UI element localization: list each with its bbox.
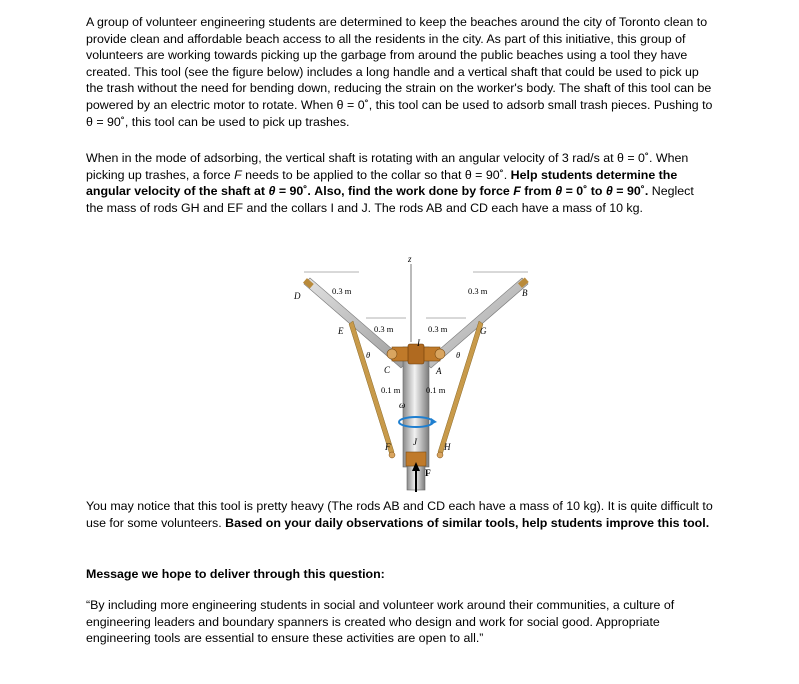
z-label: z bbox=[408, 254, 412, 264]
dim-outer-left: 0.3 m bbox=[332, 286, 352, 296]
label-a: A bbox=[436, 366, 442, 376]
problem-paragraph bbox=[86, 150, 714, 216]
label-b: B bbox=[522, 288, 528, 298]
improvement-paragraph bbox=[86, 498, 714, 531]
collar-i bbox=[408, 344, 424, 364]
theta-symbol: θ bbox=[605, 184, 613, 199]
message-quote: “By including more engineering students in social and volunteer work around their communities, a culture of engineering leaders and boundary spanners is created who design and work for social good. Appropriate engineering tools are essential to ensure these activities are open to all.” bbox=[86, 598, 675, 646]
task-text: from bbox=[520, 184, 556, 199]
label-e: E bbox=[338, 326, 344, 336]
pin-f bbox=[389, 452, 395, 458]
label-j: J bbox=[413, 437, 417, 447]
dim-outer-right: 0.3 m bbox=[468, 286, 488, 296]
label-d: D bbox=[294, 291, 301, 301]
dim-low-right: 0.1 m bbox=[426, 385, 446, 395]
pin-a bbox=[435, 349, 445, 359]
dim-inner-left: 0.3 m bbox=[374, 324, 394, 334]
pin-h bbox=[437, 452, 443, 458]
task-text: = 90˚. bbox=[612, 184, 649, 199]
task-text: = 0˚ to bbox=[562, 184, 606, 199]
task-text: = 90˚. Also, find the work done by force bbox=[275, 184, 514, 199]
problem-text: Neglect the mass of rods GH and EF and the collars I and J. The rods AB and CD each have a mass of 10 kg. bbox=[86, 184, 694, 215]
omega-label: ω bbox=[399, 400, 406, 410]
label-i: I bbox=[417, 338, 420, 348]
dim-low-left: 0.1 m bbox=[381, 385, 401, 395]
theta-right: θ bbox=[456, 350, 461, 360]
intro-paragraph: A group of volunteer engineering students are determined to keep the beaches around the city of Toronto clean to provide clean and affordable beach access to all the residents in the city. As part of this initiative, this group of volunteers are working towards picking up the garbage from around the public beaches using a tool they have created. This tool (see the figure below) includes a long handle and a vertical shaft that could be used to pick up the trash without the need for bending down, reducing the strain on the worker's body. The shaft of this tool can be powered by an electric motor to rotate. When θ = 0˚, this tool can be used to adsorb small trash pieces. Pushing to θ = 90˚, this tool can be used to pick up trashes. bbox=[86, 15, 713, 129]
vertical-shaft bbox=[403, 347, 429, 467]
force-label: F bbox=[425, 469, 431, 479]
force-symbol: F bbox=[513, 184, 521, 199]
tool-diagram bbox=[286, 252, 546, 492]
theta-symbol: θ bbox=[555, 184, 563, 199]
rotation-arrowhead bbox=[430, 418, 437, 425]
pin-c bbox=[387, 349, 397, 359]
problem-text: needs to be applied to the collar so that θ = 90˚. bbox=[241, 167, 511, 182]
dim-inner-right: 0.3 m bbox=[428, 324, 448, 334]
task-text: Help students determine the angular velocity of the shaft at bbox=[86, 167, 678, 199]
label-c: C bbox=[384, 365, 391, 375]
theta-symbol: θ bbox=[268, 184, 276, 199]
tool-figure bbox=[286, 252, 546, 492]
label-g: G bbox=[480, 326, 487, 336]
improvement-text: You may notice that this tool is pretty heavy (The rods AB and CD each have a mass of 10 kg). It is quite difficult to use for some volunteers. bbox=[86, 499, 713, 530]
force-symbol: F bbox=[234, 167, 242, 182]
theta-left: θ bbox=[366, 350, 371, 360]
label-h: H bbox=[444, 442, 451, 452]
message-heading: Message we hope to deliver through this question: bbox=[86, 567, 385, 581]
problem-text: When in the mode of adsorbing, the vertical shaft is rotating with an angular velocity of 3 rad/s at θ = 0˚. When picking up trashes, a force bbox=[86, 151, 689, 182]
label-f: F bbox=[385, 442, 391, 452]
improvement-task: Based on your daily observations of similar tools, help students improve this tool. bbox=[225, 515, 710, 530]
